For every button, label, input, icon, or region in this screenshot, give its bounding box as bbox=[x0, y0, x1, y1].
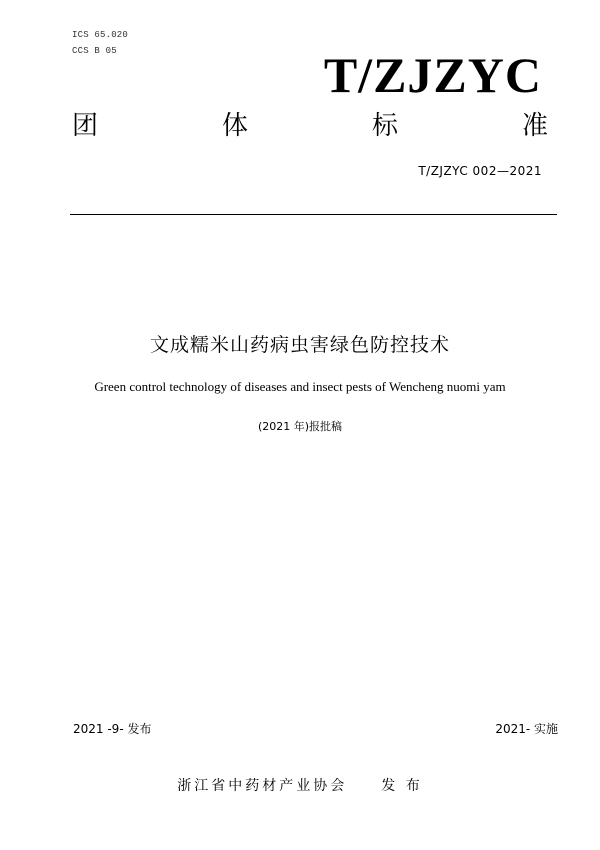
document-title-en: Green control technology of diseases and insect pests of Wencheng nuomi yam bbox=[94, 379, 506, 394]
document-title-zh: 文成糯米山药病虫害绿色防控技术 bbox=[149, 334, 450, 356]
ccs-code: CCS B 05 bbox=[72, 46, 117, 56]
ics-code: ICS 65.020 bbox=[72, 30, 129, 40]
header-divider bbox=[70, 214, 557, 215]
standard-type-char: 体 bbox=[221, 111, 248, 141]
issue-label: 发 布 bbox=[381, 778, 423, 794]
standard-type-char: 标 bbox=[371, 111, 398, 141]
draft-stage-label: (2021 年)报批稿 bbox=[257, 420, 343, 433]
implement-date: 2021- 实施 bbox=[495, 722, 558, 736]
standard-brand-code: T/ZJZYC bbox=[323, 47, 542, 103]
standard-type-char: 准 bbox=[521, 111, 548, 141]
standard-type-char: 团 bbox=[72, 111, 99, 141]
publish-date: 2021 -9- 发布 bbox=[73, 722, 152, 736]
issuer-name: 浙江省中药材产业协会 bbox=[177, 778, 348, 794]
standard-number: T/ZJZYC 002—2021 bbox=[418, 164, 542, 178]
standard-type-label bbox=[72, 113, 548, 139]
issuer-line bbox=[0, 775, 600, 795]
